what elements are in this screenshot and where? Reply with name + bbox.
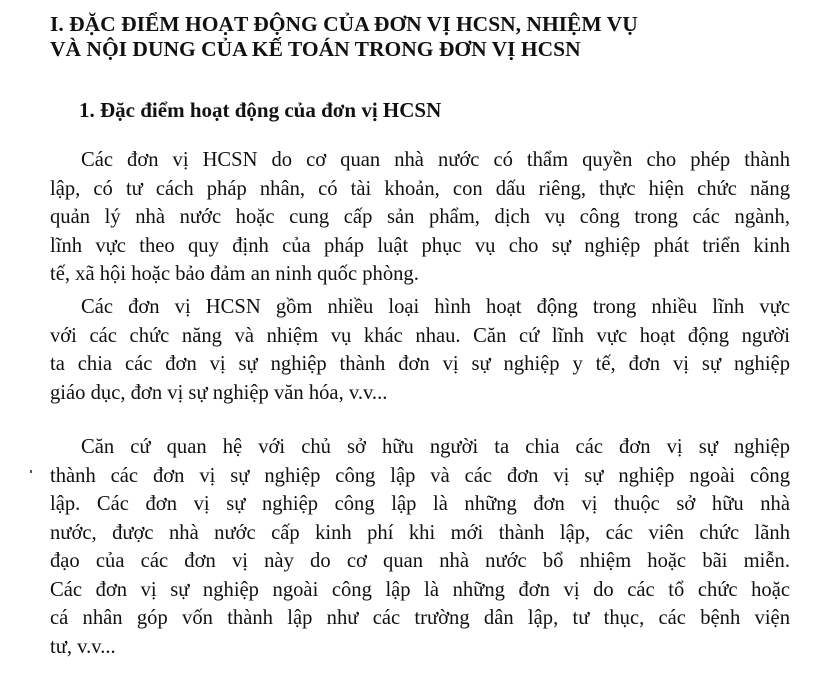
paragraph-line: Các đơn vị HCSN gồm nhiều loại hình hoạt động trong nhiều lĩnh vực	[81, 296, 790, 318]
paragraph-line: quản lý nhà nước hoặc cung cấp sản phẩm, dịch vụ công trong các ngành,	[50, 206, 790, 228]
paragraph-line: thành các đơn vị sự nghiệp công lập và các đơn vị sự nghiệp ngoài công	[50, 464, 790, 487]
paragraph-line: tế, xã hội hoặc bảo đảm an ninh quốc phòng.	[50, 263, 419, 285]
paragraph-line: giáo dục, đơn vị sự nghiệp văn hóa, v.v...	[50, 381, 388, 404]
paragraph-line: lĩnh vực theo quy định của pháp luật phục vụ cho sự nghiệp phát triển kinh	[50, 234, 790, 257]
scan-speck-mark	[30, 470, 32, 473]
paragraph-2	[50, 293, 790, 407]
section-heading-line: VÀ NỘI DUNG CỦA KẾ TOÁN TRONG ĐƠN VỊ HCSN	[50, 37, 581, 61]
paragraph-line: nước, được nhà nước cấp kinh phí khi mới thành lập, các viên chức lãnh	[50, 521, 790, 544]
paragraph-line: cá nhân góp vốn thành lập như các trường dân lập, tư thục, các bệnh viện	[50, 607, 790, 629]
paragraph-3	[50, 433, 790, 661]
paragraph-line: ta chia các đơn vị sự nghiệp thành đơn vị sự nghiệp y tế, đơn vị sự nghiệp	[50, 353, 790, 375]
paragraph-line: lập, có tư cách pháp nhân, có tài khoản, con dấu riêng, thực hiện chức năng	[50, 177, 790, 200]
section-heading-line: I. ĐẶC ĐIỂM HOẠT ĐỘNG CỦA ĐƠN VỊ HCSN, NHIỆM VỤ	[50, 12, 638, 36]
paragraph-line: Căn cứ quan hệ với chủ sở hữu người ta chia các đơn vị sự nghiệp	[81, 436, 790, 458]
paragraph-line: đạo của các đơn vị này do cơ quan nhà nước bổ nhiệm hoặc bãi miễn.	[50, 550, 790, 572]
paragraph-line: Các đơn vị sự nghiệp ngoài công lập là những đơn vị do các tổ chức hoặc	[50, 578, 790, 601]
paragraph-line: Các đơn vị HCSN do cơ quan nhà nước có thẩm quyền cho phép thành	[81, 149, 790, 171]
subsection-heading: 1. Đặc điểm hoạt động của đơn vị HCSN	[79, 98, 442, 122]
section-heading	[50, 12, 790, 62]
paragraph-line: tư, v.v...	[50, 635, 116, 658]
paragraph-line: lập. Các đơn vị sự nghiệp công lập là những đơn vị thuộc sở hữu nhà	[50, 493, 790, 515]
paragraph-1	[50, 146, 790, 289]
paragraph-line: với các chức năng và nhiệm vụ khác nhau. Căn cứ lĩnh vực hoạt động người	[50, 324, 790, 347]
